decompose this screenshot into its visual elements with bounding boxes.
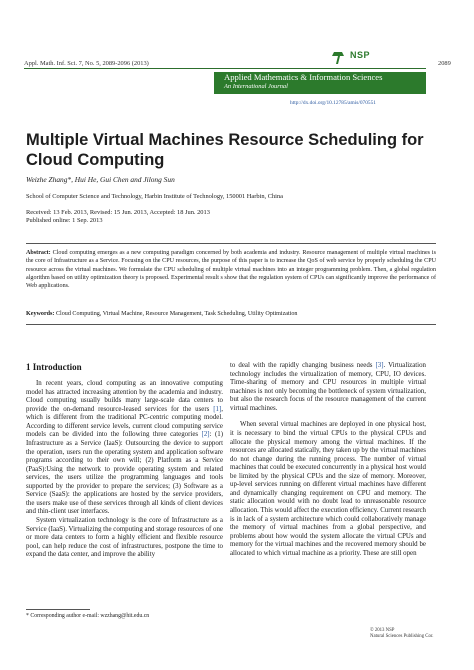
paragraph: When several virtual machines are deployed in one physical host, it is necessary to bind the virtual CPUs to the physical CPUs and allocate the physical memory among the virtual machines. If the resources are allocated statically, they taken up by the virtual machines do not change during the running process. The number of virtual machines that could be executed concurrently in a physical host would be limited by the physical CPUs and the size of memory. Moreover, up-level services running on different virtual machines have different and dynamically changing requirement on CPU and memory. The static allocation would with no doubt lead to unreasonable resource allocation. This would affect the execution efficiency. Current research is in lack of a system architecture which could collaboratively manage the memory of virtual machines from a global perspective, and problems about how would the system allocate the virtual CPUs and memory for the virtual machines and the recovered memory should be allocated to which virtual machine as a priority. These are still open bbox=[230, 421, 426, 557]
abstract-label: Abstract: bbox=[26, 250, 51, 256]
paragraph: In recent years, cloud computing as an innovative computing model has attracted increasing attention by the academia and industry. Cloud computing usually builds many large-scale data centers to provide the on-demand resource-leased services for the users [1], which is different from the traditional PC-centric computing model. According to different service levels, current cloud computing service models can be divided into the following three categories [2]: (1) Infrastructure as a Service (IaaS): Outsourcing the device to support the operation, users run the operating system and application software programs according to their own will; (2) Platform as a Service (PaaS):Using the network to provide operating system and related services, the users utilize the programming languages and tools supported by the provider to prepare the services; (3) Software as a Service (SaaS): the applications are hosted by the service providers, the users make use of these services through all kinds of client devices and thin-client user interfaces. bbox=[26, 380, 223, 516]
keywords-text: Cloud Computing, Virtual Machine, Resource Management, Task Scheduling, Utility Optimization bbox=[55, 311, 298, 317]
header-rule bbox=[24, 68, 426, 69]
citation-link[interactable]: [3] bbox=[375, 362, 384, 369]
journal-name: Applied Mathematics & Information Sciences bbox=[224, 72, 383, 82]
journal-citation: Appl. Math. Inf. Sci. 7, No. 5, 2089-2096 (2013) bbox=[24, 60, 149, 67]
keywords bbox=[26, 310, 436, 318]
article-title: Multiple Virtual Machines Resource Scheduling for Cloud Computing bbox=[26, 131, 424, 169]
copyright-notice bbox=[370, 628, 433, 640]
abstract-top-rule bbox=[26, 243, 436, 244]
citation-link[interactable]: [2] bbox=[201, 431, 210, 439]
publisher-line: Natural Sciences Publishing Cor. bbox=[370, 634, 434, 639]
paragraph: System virtualization technology is the core of Infrastructure as a Service (IaaS). Virtualizing the computing and storage resources of one or more data centers to form a highly efficient and flexible resource pool, can help reduce the cost of infrastructures, postpone the time to expand the data center, and improve the ability bbox=[26, 517, 223, 559]
abstract-text: Cloud computing emerges as a new computing paradigm concerned by both academia and industry. Resource management of multiple virtual machines is the core of Infrastructure as a Service. Focusing on the CPU resources, the purpose of this paper is to increase the QoS of web service by properly scheduling the CPU resource across the virtual machines. We formulate the CPU scheduling of multiple virtual machines into an integer programming problem. Then, a global regulation algorithm based on utility optimization theory is proposed. Experimental result s show that the regulation system of CPUs can significantly improve the performance of Web applications. bbox=[26, 250, 436, 290]
received-dates: Received: 13 Feb. 2013, Revised: 15 Jun. 2013, Accepted: 18 Jun. 2013 bbox=[26, 209, 210, 216]
section-heading: 1 Introduction bbox=[26, 362, 82, 372]
right-column bbox=[230, 362, 426, 558]
left-column bbox=[26, 380, 223, 560]
abstract bbox=[26, 249, 436, 290]
abstract-bottom-rule bbox=[26, 324, 436, 325]
paragraph: to deal with the rapidly changing business needs [3]. Virtualization technology includes the virtualization of memory, CPU, IO devices. Time-sharing of memory and CPU resources in multiple virtual machines is not only becoming the bottleneck of system virtualization, but also the research focus of the resource management of the current virtual machines. bbox=[230, 362, 426, 412]
footnote-rule bbox=[26, 609, 90, 610]
doi-link[interactable]: http://dx.doi.org/10.12785/amis/070551 bbox=[290, 100, 377, 106]
published-date: Published online: 1 Sep. 2013 bbox=[26, 217, 103, 224]
logo-text: NSP bbox=[350, 50, 371, 60]
logo-emblem bbox=[332, 52, 344, 64]
corresponding-author-footnote: * Corresponding author e-mail: wzzhang@hit.edu.cn bbox=[26, 613, 150, 619]
affiliation: School of Computer Science and Technology, Harbin Institute of Technology, 150001 Harbin, China bbox=[26, 193, 283, 200]
journal-subtitle: An International Journal bbox=[224, 83, 288, 90]
citation-link[interactable]: [1] bbox=[213, 405, 222, 413]
copyright-line: © 2013 NSP bbox=[370, 628, 395, 633]
author-list: Weizhe Zhang*, Hui He, Gui Chen and Jilong Sun bbox=[26, 175, 175, 184]
keywords-label: Keywords: bbox=[26, 311, 55, 317]
page-number: 2089 bbox=[438, 60, 451, 67]
